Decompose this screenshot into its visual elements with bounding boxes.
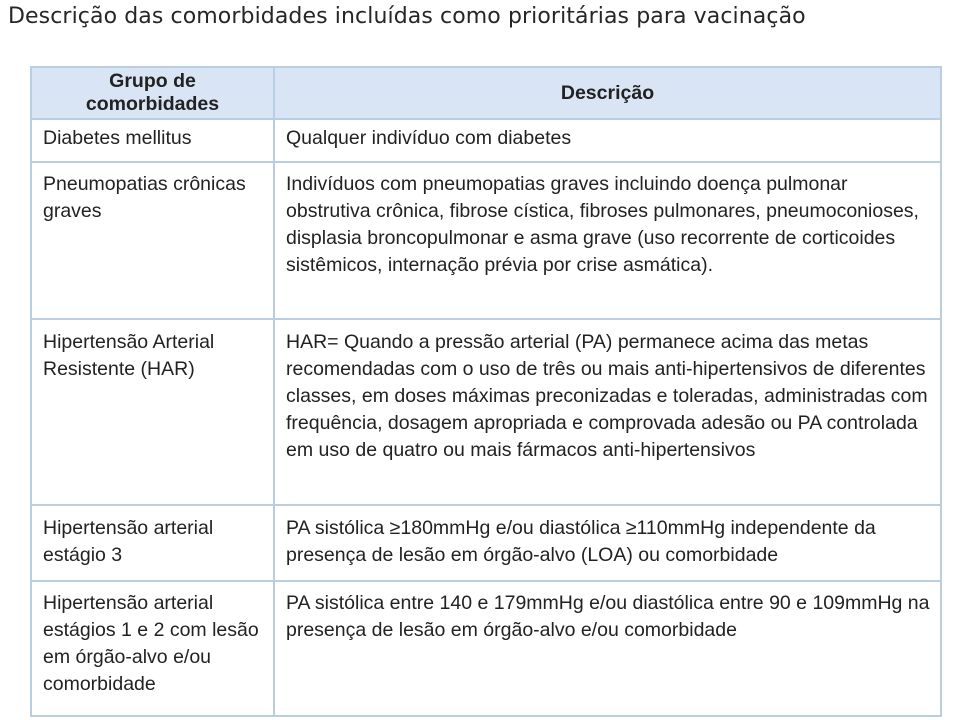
table-row [31,162,941,319]
cell-description: Indivíduos com pneumopatias graves incluindo doença pulmonar obstrutiva crônica, fibrose cística, fibroses pulmonares, pneumoconioses, displasia broncopulmonar e asma grave (uso recorrente de corticoides sistêmicos, internação prévia por crise asmática). [274,162,941,319]
cell-group: Hipertensão Arterial Resistente (HAR) [31,319,274,505]
cell-description: HAR= Quando a pressão arterial (PA) permanece acima das metas recomendadas com o uso de três ou mais anti-hipertensivos de diferentes classes, em doses máximas preconizadas e toleradas, administradas com frequência, dosagem apropriada e comprovada adesão ou PA controlada em uso de quatro ou mais fármacos anti-hipertensivos [274,319,941,505]
comorbidities-table-container [30,66,940,717]
cell-description: PA sistólica ≥180mmHg e/ou diastólica ≥110mmHg independente da presença de lesão em órgão-alvo (LOA) ou comorbidade [274,505,941,581]
table-row [31,319,941,505]
cell-group: Pneumopatias crônicas graves [31,162,274,319]
cell-group: Diabetes mellitus [31,119,274,162]
table-row [31,581,941,716]
page-title: Descrição das comorbidades incluídas como prioritárias para vacinação [8,4,806,29]
table-row [31,505,941,581]
cell-description: PA sistólica entre 140 e 179mmHg e/ou diastólica entre 90 e 109mmHg na presença de lesão em órgão-alvo e/ou comorbidade [274,581,941,716]
table-row [31,119,941,162]
cell-group: Hipertensão arterial estágio 3 [31,505,274,581]
header-group: Grupo de comorbidades [31,67,274,119]
table-header-row [31,67,941,119]
comorbidities-table [30,66,942,717]
cell-description: Qualquer indivíduo com diabetes [274,119,941,162]
cell-group: Hipertensão arterial estágios 1 e 2 com lesão em órgão-alvo e/ou comorbidade [31,581,274,716]
header-description: Descrição [274,67,941,119]
